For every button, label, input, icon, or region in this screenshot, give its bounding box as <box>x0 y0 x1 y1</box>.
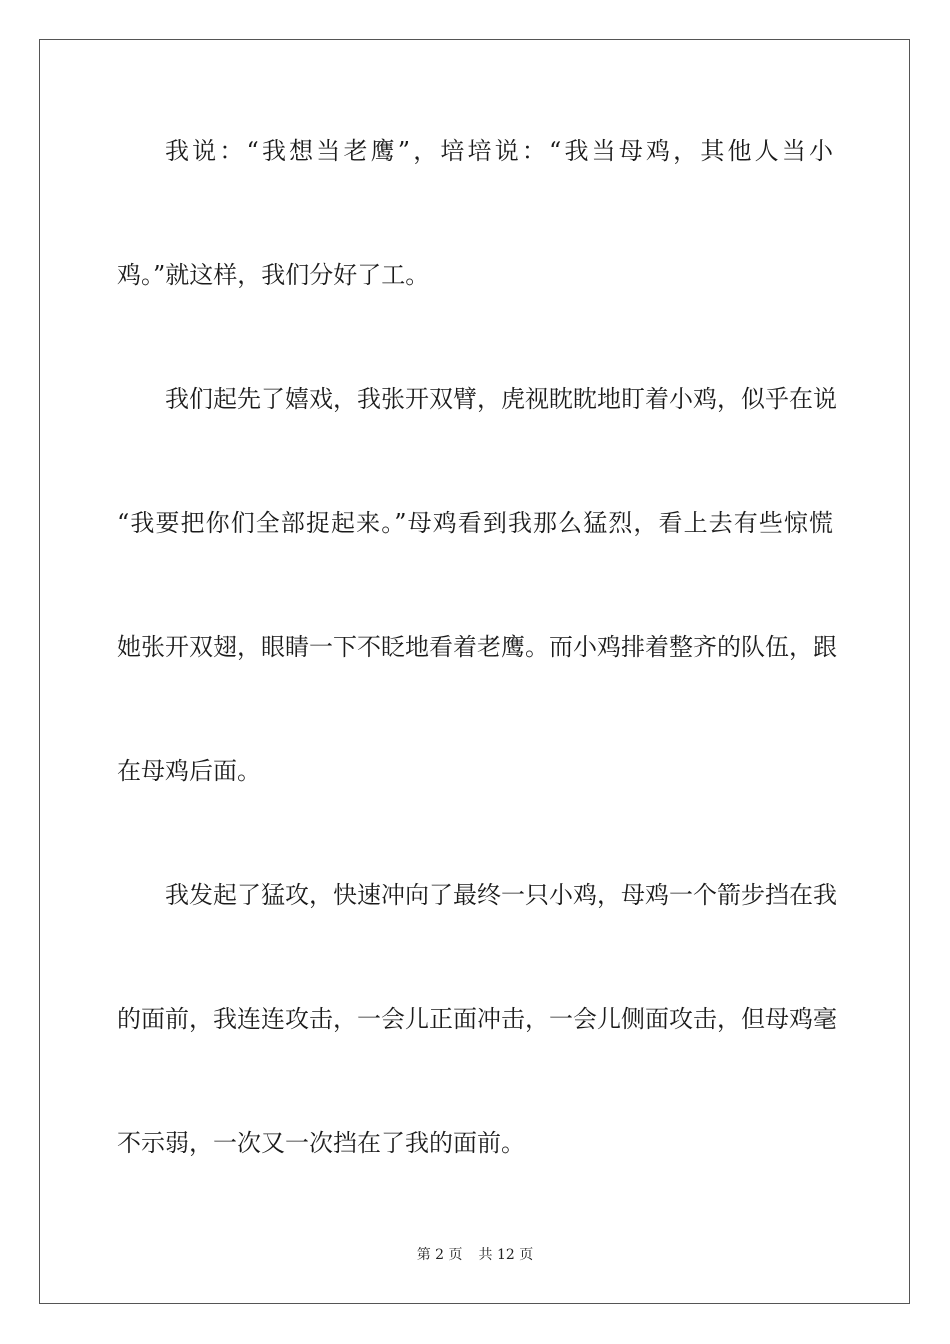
page-number: 第 2 页 <box>416 1247 463 1263</box>
paragraph-2-line-1: 我们起先了嬉戏，我张开双臂，虎视眈眈地盯着小鸡，似乎在说 <box>165 385 837 413</box>
page-footer <box>0 1246 950 1264</box>
page-total: 共 12 页 <box>478 1247 534 1263</box>
paragraph-1-line-1: 我说：“我想当老鹰”，培培说：“我当母鸡，其他人当小 <box>165 137 833 165</box>
paragraph-3-line-2: 的面前，我连连攻击，一会儿正面冲击，一会儿侧面攻击，但母鸡毫 <box>117 1005 837 1033</box>
page-border <box>39 39 910 1304</box>
paragraph-3-line-3: 不示弱，一次又一次挡在了我的面前。 <box>117 1129 525 1157</box>
paragraph-2-line-3: 她张开双翅，眼睛一下不眨地看着老鹰。而小鸡排着整齐的队伍，跟 <box>117 633 837 661</box>
paragraph-2-line-4: 在母鸡后面。 <box>117 757 261 785</box>
paragraph-2-line-2: “我要把你们全部捉起来。”母鸡看到我那么猛烈，看上去有些惊慌 <box>117 509 833 537</box>
paragraph-3-line-1: 我发起了猛攻，快速冲向了最终一只小鸡，母鸡一个箭步挡在我 <box>165 881 837 909</box>
paragraph-1-line-2: 鸡。”就这样，我们分好了工。 <box>117 261 430 289</box>
